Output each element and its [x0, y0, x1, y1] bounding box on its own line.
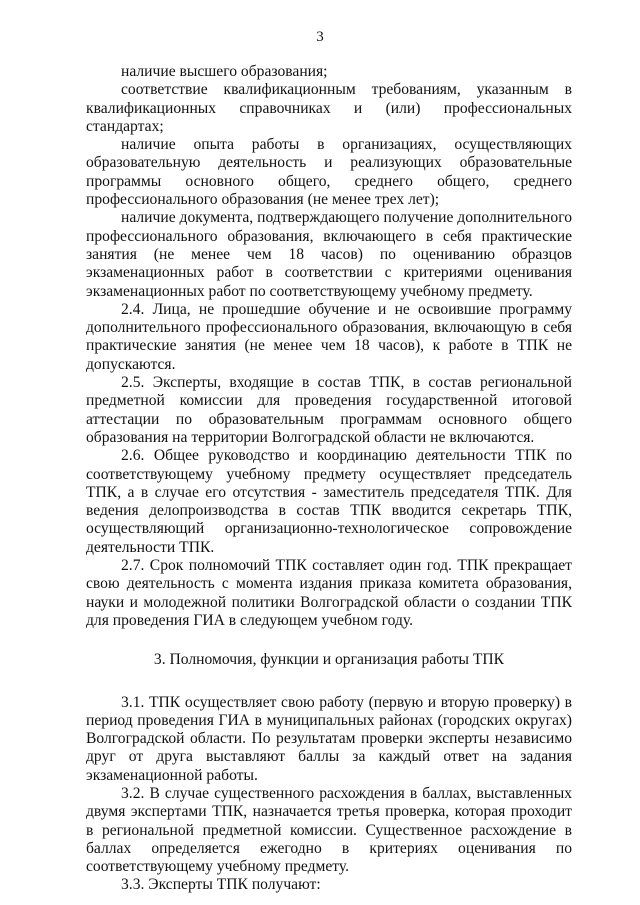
paragraph-3-2: 3.2. В случае существенного расхождения в баллах, выставленных двумя экспертами ТПК, назначается третья проверка, которая проходит в региональной предметной комиссии. Существенное расхождение в баллах определяется ежегодно в критериях оценивания по соответствующему учебному предмету. [86, 784, 572, 876]
paragraph-training-document: наличие документа, подтверждающего получение дополнительного профессионального образования, включающего в себя практические занятия (не менее чем 18 часов) по оцениванию образцов экзаменационных работ в соответствии с критериями оценивания экзаменационных работ по соответствующему учебному предмету. [86, 209, 572, 300]
paragraph-2-5: 2.5. Эксперты, входящие в состав ТПК, в состав региональной предметной комиссии для проведения государственной итоговой аттестации по образовательным программам основного общего образования на территории Волгоградской области не включаются. [86, 374, 572, 446]
paragraph-qualification-requirements: соответствие квалификационным требованиям, указанным в квалификационных справочниках и (или) профессиональных стандартах; [86, 81, 572, 135]
page-number: 3 [316, 29, 324, 45]
paragraph-higher-education: наличие высшего образования; [121, 63, 328, 80]
section-heading: 3. Полномочия, функции и организация работы ТПК [153, 651, 505, 669]
paragraph-2-6: 2.6. Общее руководство и координацию деятельности ТПК по соответствующему учебному предмету осуществляет председатель ТПК, а в случае его отсутствия - заместитель председателя ТПК. Для ведения делопроизводства в состав ТПК вводится секретарь ТПК, осуществляющий организационно-технологическое сопровождение деятельности ТПК. [86, 447, 572, 556]
paragraph-3-3: 3.3. Эксперты ТПК получают: [121, 876, 321, 894]
paragraph-2-4: 2.4. Лица, не прошедшие обучение и не освоившие программу дополнительного профессионального образования, включающую в себя практические занятия (не менее чем 18 часов), к работе в ТПК не допускаются. [86, 300, 572, 373]
paragraph-work-experience: наличие опыта работы в организациях, осуществляющих образовательную деятельность и реализующих образовательные программы основного общего, среднего общего, среднего профессионального образования (не менее трех лет); [86, 136, 572, 209]
document-body [86, 63, 572, 895]
paragraph-3-1: 3.1. ТПК осуществляет свою работу (первую и вторую проверку) в период проведения ГИА в муниципальных районах (городских округах) Волгоградской области. По результатам проверки эксперты независимо друг от друга выставляют баллы за каждый ответ на задания экзаменационной работы. [86, 693, 572, 784]
paragraph-2-7: 2.7. Срок полномочий ТПК составляет один год. ТПК прекращает свою деятельность с момента издания приказа комитета образования, науки и молодежной политики Волгоградской области о создании ТПК для проведения ГИА в следующем учебном году. [86, 557, 572, 629]
